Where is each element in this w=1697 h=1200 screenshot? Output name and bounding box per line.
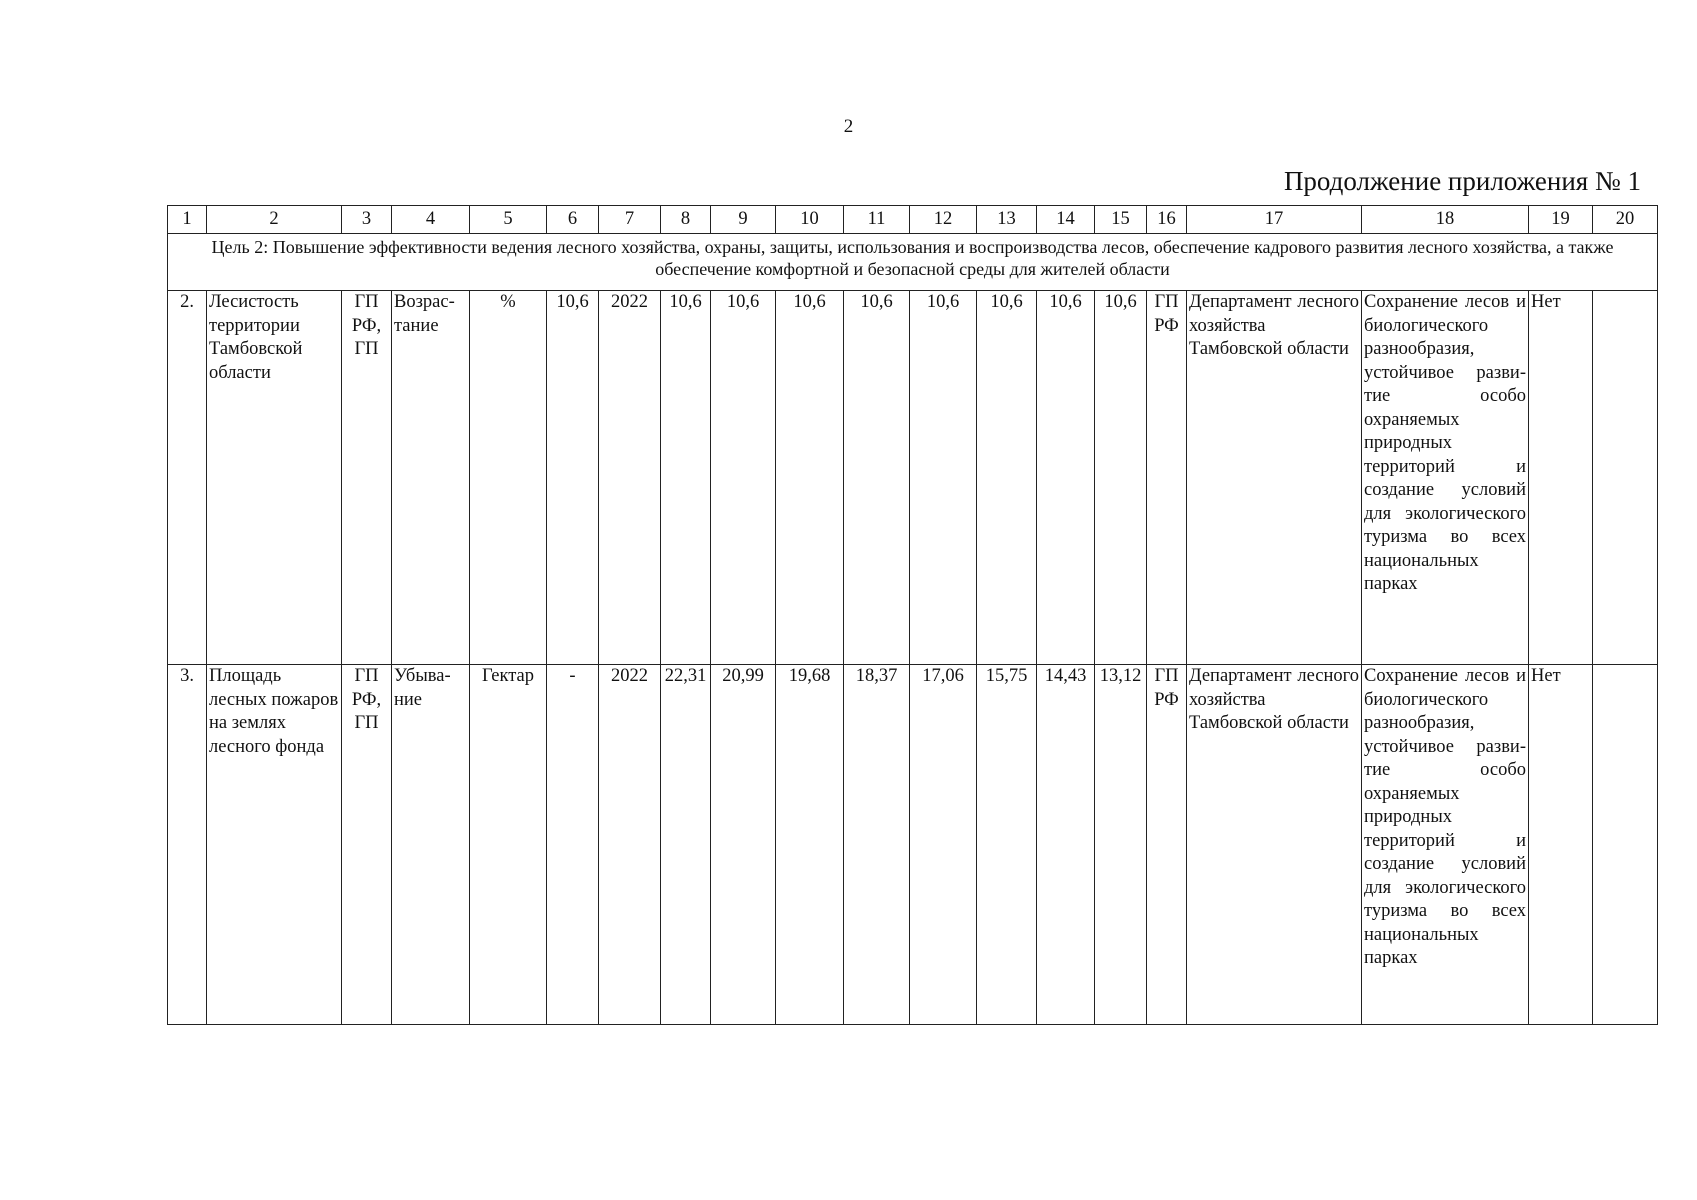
column-header: 7 xyxy=(599,206,661,234)
column-number-row xyxy=(168,206,1658,234)
page-number: 2 xyxy=(843,116,854,137)
link-cell: ГП РФ xyxy=(1147,665,1187,1025)
responsible-cell: Департамент лесного хозяйства Тамбовской области xyxy=(1187,291,1362,665)
link-cell: ГП РФ xyxy=(1147,291,1187,665)
empty-cell xyxy=(1593,291,1658,665)
column-header: 1 xyxy=(168,206,207,234)
row-number: 3. xyxy=(168,665,207,1025)
indicator-trend: Убыва- ние xyxy=(392,665,470,1025)
base-year: 2022 xyxy=(599,665,661,1025)
value-cell: 17,06 xyxy=(910,665,977,1025)
column-header: 11 xyxy=(844,206,910,234)
unit-cell: Гектар xyxy=(470,665,547,1025)
indicator-name: Площадь лесных пожаров на землях лесного фонда xyxy=(207,665,342,1025)
row-number: 2. xyxy=(168,291,207,665)
value-cell: 22,31 xyxy=(661,665,711,1025)
responsible-cell: Департамент лесного хозяйства Тамбовской области xyxy=(1187,665,1362,1025)
column-header: 13 xyxy=(977,206,1037,234)
column-header: 3 xyxy=(342,206,392,234)
appendix-title: Продолжение приложения № 1 xyxy=(1283,166,1641,196)
gis-cell: Нет xyxy=(1529,665,1593,1025)
column-header: 12 xyxy=(910,206,977,234)
base-value: 10,6 xyxy=(547,291,599,665)
indicator-trend: Возрас- тание xyxy=(392,291,470,665)
column-header: 4 xyxy=(392,206,470,234)
empty-cell xyxy=(1593,665,1658,1025)
column-header: 17 xyxy=(1187,206,1362,234)
indicator-level: ГП РФ, ГП xyxy=(342,665,392,1025)
gis-cell: Нет xyxy=(1529,291,1593,665)
value-cell: 20,99 xyxy=(711,665,776,1025)
value-cell: 10,6 xyxy=(1037,291,1095,665)
unit-cell: % xyxy=(470,291,547,665)
column-header: 10 xyxy=(776,206,844,234)
column-header: 14 xyxy=(1037,206,1095,234)
column-header: 8 xyxy=(661,206,711,234)
base-value: - xyxy=(547,665,599,1025)
table-row xyxy=(168,291,1658,665)
value-cell: 13,12 xyxy=(1095,665,1147,1025)
indicator-level: ГП РФ, ГП xyxy=(342,291,392,665)
indicator-name: Лесистость территории Тамбовской области xyxy=(207,291,342,665)
column-header: 15 xyxy=(1095,206,1147,234)
value-cell: 10,6 xyxy=(844,291,910,665)
table-row xyxy=(168,665,1658,1025)
indicators-table xyxy=(167,205,1658,1025)
value-cell: 10,6 xyxy=(661,291,711,665)
goal-text: Цель 2: Повышение эффективности ведения лесного хозяйства, охраны, защиты, использования и воспроизводства лесов, обеспечение кадрового развития лесного хозяйства, а также обеспечение комфортной и безопасной среды для жителей области xyxy=(168,234,1658,291)
column-header: 16 xyxy=(1147,206,1187,234)
value-cell: 14,43 xyxy=(1037,665,1095,1025)
value-cell: 10,6 xyxy=(776,291,844,665)
column-header: 5 xyxy=(470,206,547,234)
value-cell: 10,6 xyxy=(910,291,977,665)
goal-link-cell: Сохранение лесов и биологического разнообразия, устойчивое разви- тие особо охраняемых природных территорий и создание условий для экологического туризма во всех национальных парках xyxy=(1362,665,1529,1025)
value-cell: 10,6 xyxy=(711,291,776,665)
goal-link-cell: Сохранение лесов и биологического разнообразия, устойчивое разви- тие особо охраняемых природных территорий и создание условий для экологического туризма во всех национальных парках xyxy=(1362,291,1529,665)
value-cell: 18,37 xyxy=(844,665,910,1025)
column-header: 6 xyxy=(547,206,599,234)
column-header: 19 xyxy=(1529,206,1593,234)
column-header: 9 xyxy=(711,206,776,234)
goal-row xyxy=(168,234,1658,291)
column-header: 20 xyxy=(1593,206,1658,234)
value-cell: 10,6 xyxy=(977,291,1037,665)
column-header: 18 xyxy=(1362,206,1529,234)
value-cell: 10,6 xyxy=(1095,291,1147,665)
value-cell: 19,68 xyxy=(776,665,844,1025)
column-header: 2 xyxy=(207,206,342,234)
value-cell: 15,75 xyxy=(977,665,1037,1025)
base-year: 2022 xyxy=(599,291,661,665)
